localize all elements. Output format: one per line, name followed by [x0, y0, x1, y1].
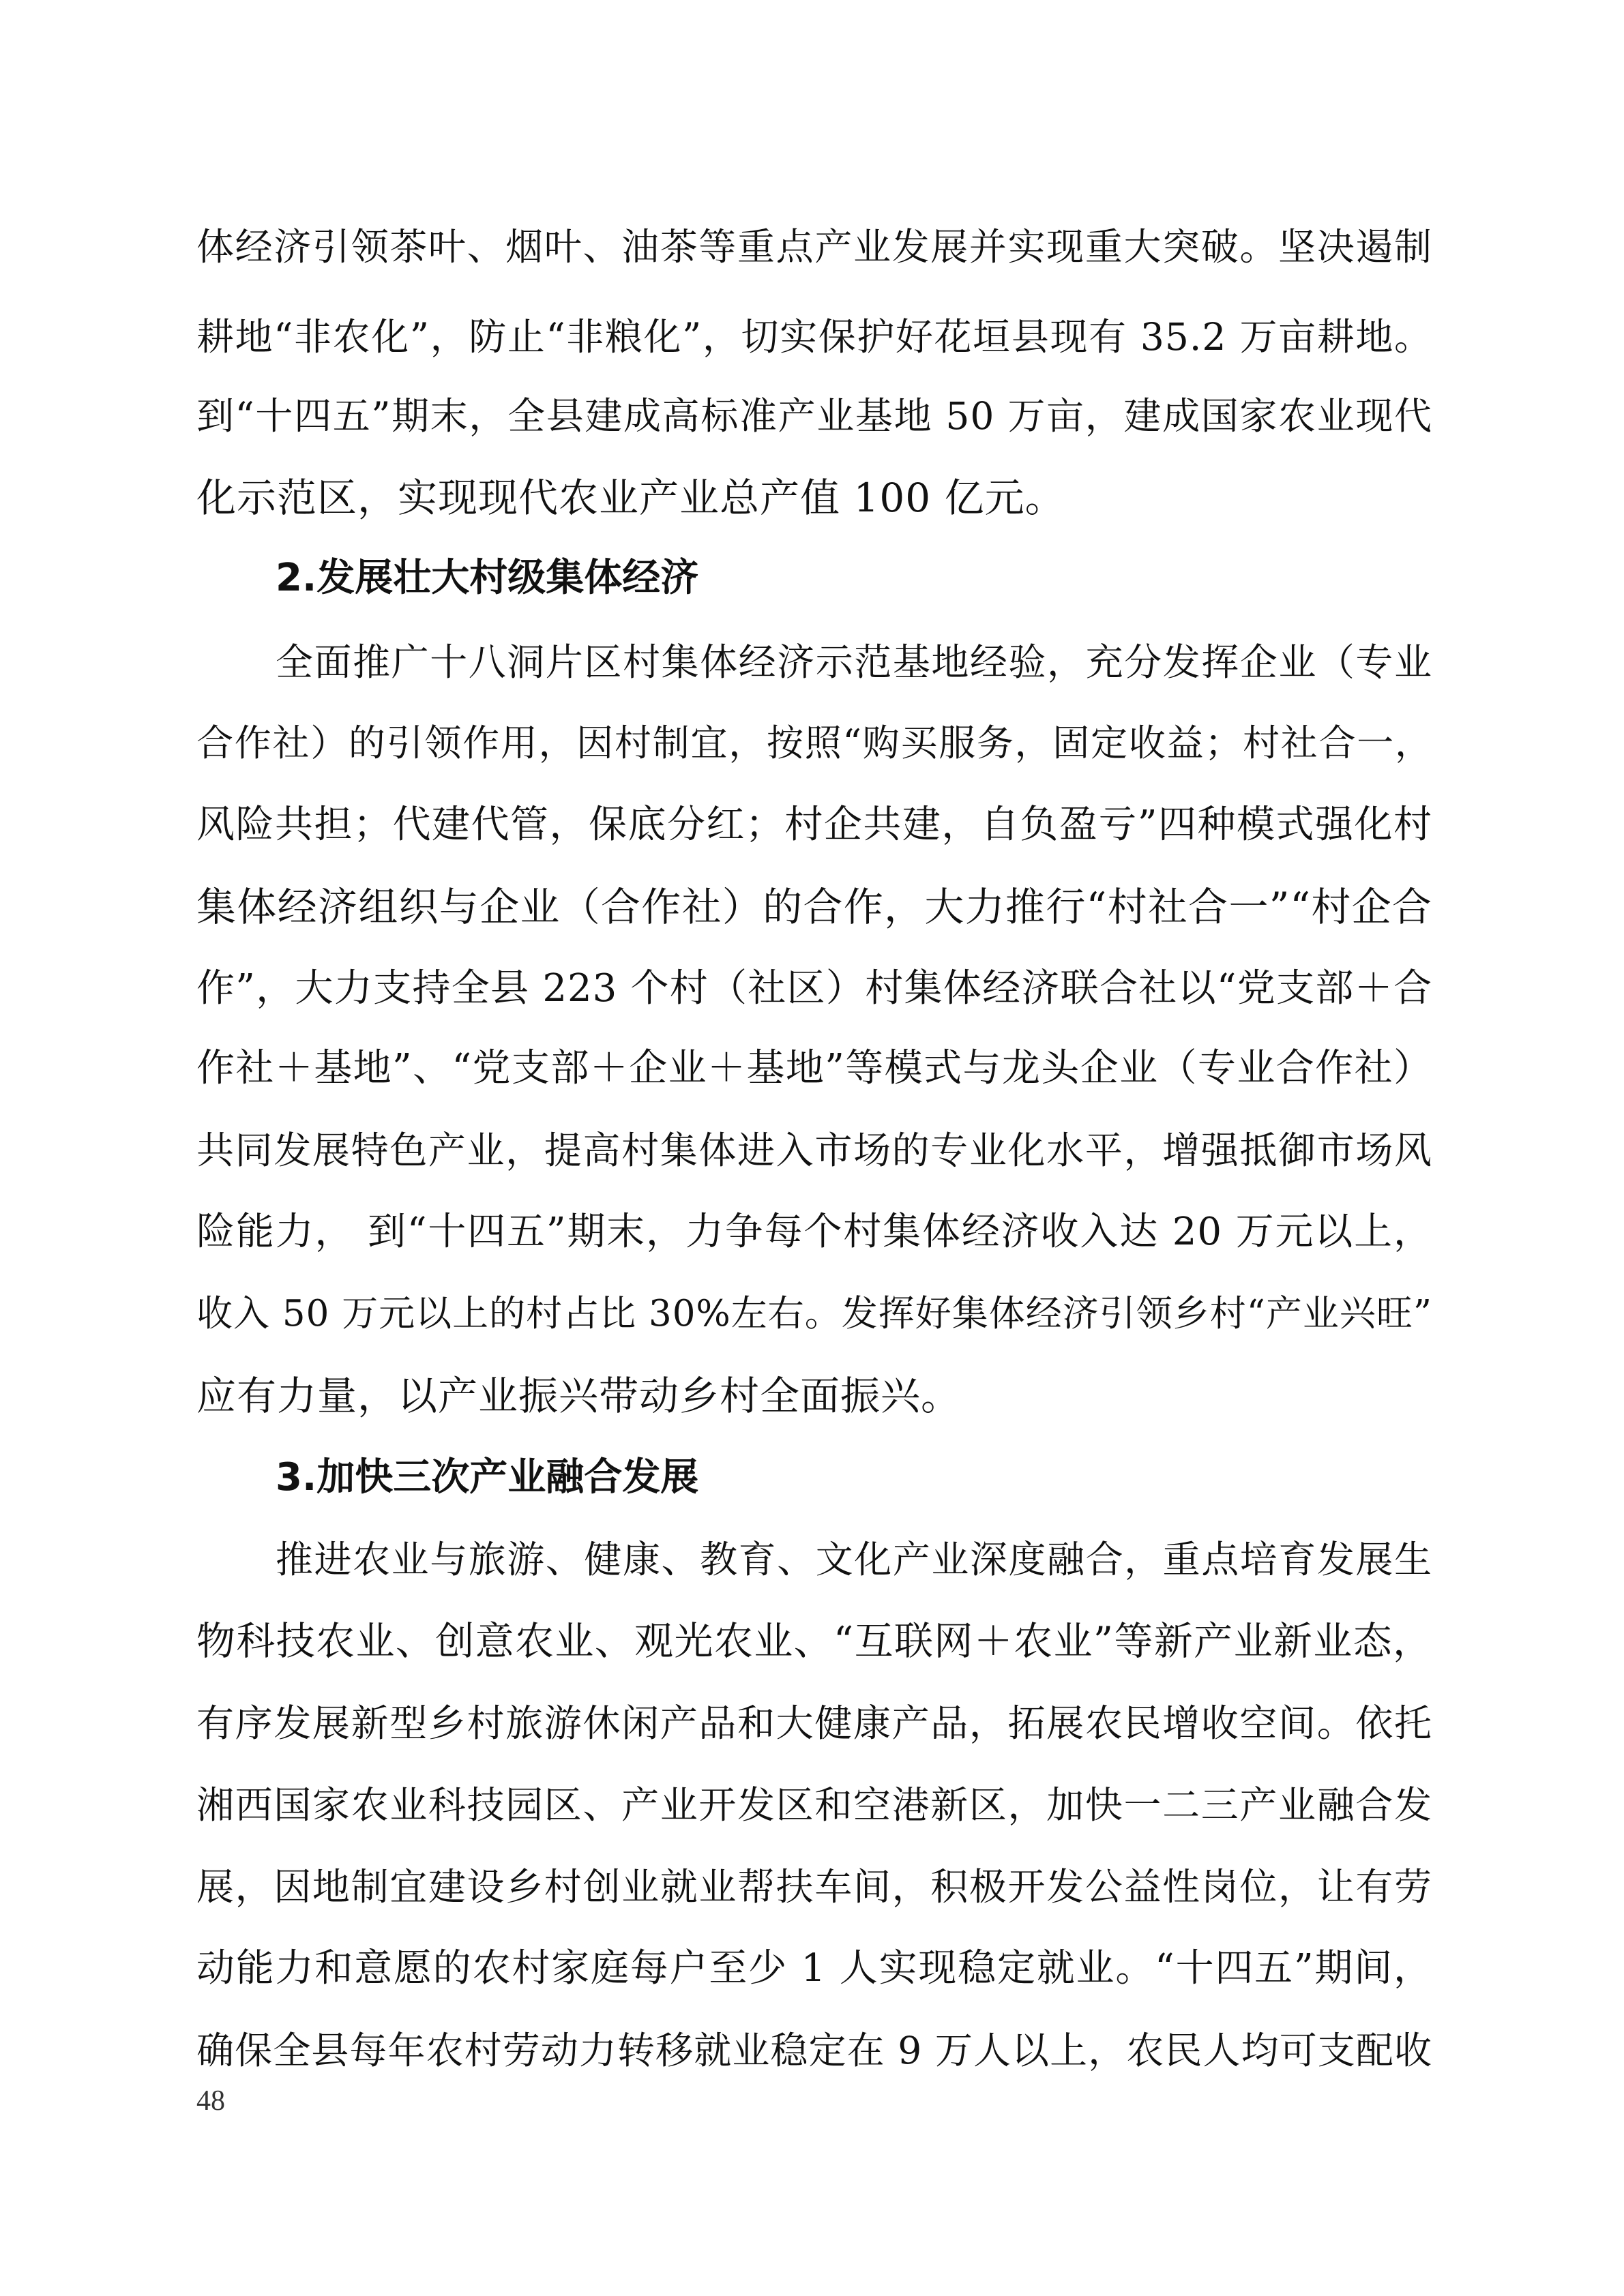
paragraph-line: 应有力量，以产业振兴带动乡村全面振兴。: [196, 1373, 962, 1419]
section-heading: 3.加快三次产业融合发展: [276, 1455, 699, 1500]
paragraph-line: 化示范区，实现现代农业产业总产值 100 亿元。: [196, 475, 1065, 521]
paragraph-line: 集体经济组织与企业（合作社）的合作，大力推行“村社合一”“村企合: [196, 884, 1432, 930]
paragraph-line: 有序发展新型乡村旅游休闲产品和大健康产品，拓展农民增收空间。依托: [196, 1701, 1432, 1745]
paragraph-line: 作社＋基地”、“党支部＋企业＋基地”等模式与龙头企业（专业合作社）: [196, 1046, 1432, 1090]
paragraph-line: 物科技农业、创意农业、观光农业、“互联网＋农业”等新产业新业态，: [196, 1619, 1432, 1664]
paragraph-line: 动能力和意愿的农村家庭每户至少 1 人实现稳定就业。“十四五”期间，: [196, 1946, 1432, 1991]
paragraph-line: 到“十四五”期末，全县建成高标准产业基地 50 万亩，建成国家农业现代: [196, 394, 1432, 438]
paragraph-line: 耕地“非农化”，防止“非粮化”，切实保护好花垣县现有 35.2 万亩耕地。: [196, 315, 1432, 359]
paragraph-line: 险能力， 到“十四五”期末，力争每个村集体经济收入达 20 万元以上，: [196, 1210, 1432, 1254]
paragraph-line: 风险共担；代建代管，保底分红；村企共建，自负盈亏”四种模式强化村: [196, 803, 1432, 847]
paragraph-line: 推进农业与旅游、健康、教育、文化产业深度融合，重点培育发展生: [276, 1538, 1432, 1581]
paragraph-line: 湘西国家农业科技园区、产业开发区和空港新区，加快一二三产业融合发: [196, 1783, 1432, 1827]
paragraph-line: 作”，大力支持全县 223 个村（社区）村集体经济联合社以“党支部＋合: [196, 966, 1432, 1011]
paragraph-line: 收入 50 万元以上的村占比 30%左右。发挥好集体经济引领乡村“产业兴旺”: [196, 1293, 1432, 1335]
paragraph-line: 体经济引领茶叶、烟叶、油茶等重点产业发展并实现重大突破。坚决遏制: [196, 225, 1432, 269]
paragraph-line: 全面推广十八洞片区村集体经济示范基地经验，充分发挥企业（专业: [276, 640, 1432, 684]
paragraph-line: 共同发展特色产业，提高村集体进入市场的专业化水平，增强抵御市场风: [196, 1129, 1432, 1172]
paragraph-line: 合作社）的引领作用，因村制宜，按照“购买服务，固定收益；村社合一，: [196, 721, 1432, 764]
section-heading: 2.发展壮大村级集体经济: [276, 556, 699, 600]
paragraph-line: 确保全县每年农村劳动力转移就业稳定在 9 万人以上，农民人均可支配收: [196, 2029, 1432, 2072]
paragraph-line: 展，因地制宜建设乡村创业就业帮扶车间，积极开发公益性岗位，让有劳: [196, 1865, 1432, 1909]
page-number: 48: [196, 2085, 225, 2117]
